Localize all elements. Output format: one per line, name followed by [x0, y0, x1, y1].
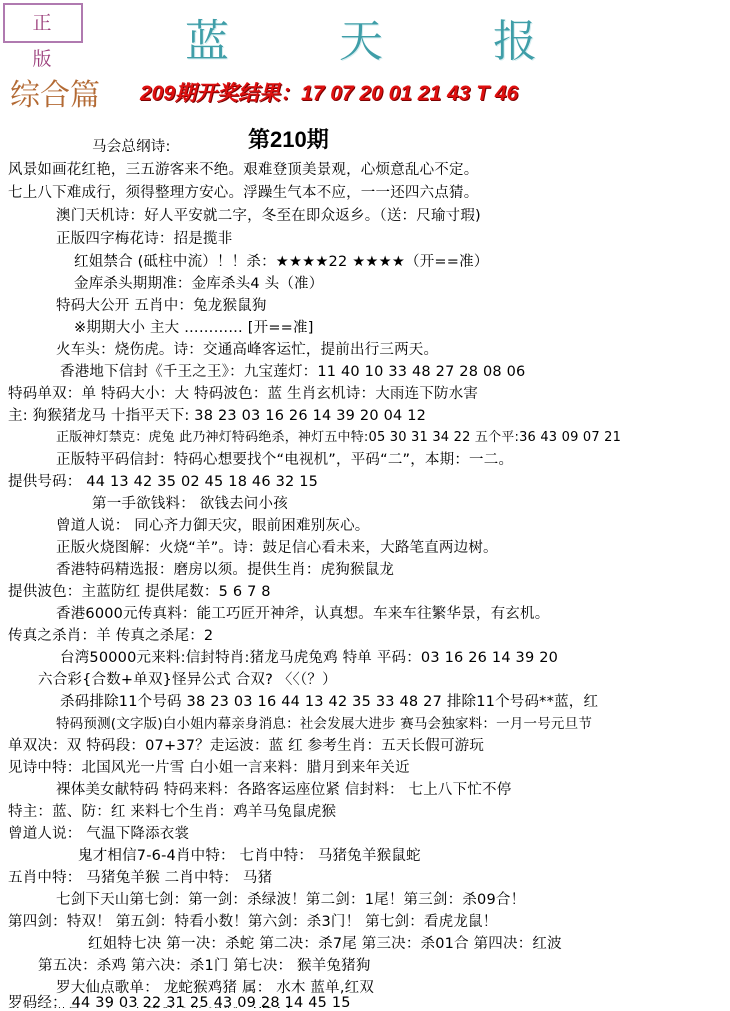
- text-line: 七上八下难成行，须得整理方安心。浮躁生气本不应，一一还四六点猜。: [8, 185, 479, 201]
- text-line: 马会总纲诗:: [92, 139, 171, 155]
- text-line: 传真之杀肖：羊 传真之杀尾：2: [8, 628, 214, 644]
- text-line: 单双决：双 特码段：07+37？走运波：蓝 红 参考生肖：五天长假可游玩: [8, 738, 485, 754]
- masthead-title: 蓝 天 报: [185, 16, 585, 67]
- text-line: 澳门天机诗：好人平安就二字，冬至在即众返乡。（送：尺瑜寸瑕): [56, 208, 481, 224]
- text-line: 提供号码： 44 13 42 35 02 45 18 46 32 15: [8, 474, 319, 490]
- text-line: 正版神灯禁克：虎兔 此乃神灯特码绝杀，神灯五中特:05 30 31 34 22 五个平:36 43 09 07 21: [56, 430, 622, 445]
- authentic-badge: 正 版: [3, 3, 83, 43]
- text-line: 曾道人说： 同心齐力御天灾，眼前困难别灰心。: [56, 518, 370, 534]
- text-line: 正版四字梅花诗：招是揽非: [56, 231, 233, 247]
- text-line: 见诗中特：北国风光一片雪 白小姐一言来料：腊月到来年关近: [8, 760, 410, 776]
- text-line: 火车头：烧伤虎。诗：交通高峰客运忙，提前出行三两天。: [56, 342, 439, 358]
- text-line: 特码大公开 五肖中：兔龙猴鼠狗: [56, 298, 267, 314]
- text-line: 曾道人说： 气温下降添衣裳: [8, 826, 190, 842]
- text-line: 金库杀头期期准：金库杀头4 头（准）: [74, 276, 324, 292]
- text-line: ※期期大小 主大 ………… [开==准]: [74, 320, 314, 336]
- text-line: 罗码经： 44 39 03 22 31 25 43 09 28 14 45 15: [8, 995, 351, 1011]
- period-number: 第210期: [248, 127, 329, 152]
- text-line: 特主：蓝、防：红 来料七个生肖：鸡羊马兔鼠虎猴: [8, 804, 337, 820]
- text-line: 五肖中特： 马猪兔羊猴 二肖中特： 马猪: [8, 870, 273, 886]
- text-line: 红姐特七决 第一决：杀蛇 第二决：杀7尾 第三决：杀01合 第四决：红波: [88, 936, 562, 952]
- text-line: 特码预测(文字版)白小姐内幕亲身消息：社会发展大进步 赛马会独家料：一月一号元旦节: [56, 716, 593, 732]
- text-line: 主: 狗猴猪龙马 十指平天下: 38 23 03 16 26 14 39 20 04 12: [8, 408, 427, 424]
- text-line: 风景如画花红艳，三五游客来不绝。艰难登顶美景观，心烦意乱心不定。: [8, 162, 479, 178]
- text-line: 六合彩{合数+单双}怪异公式 合双? 〈〈（？）: [38, 672, 337, 688]
- section-title: 综合篇: [10, 78, 100, 113]
- draw-result-line: 209期开奖结果：17 07 20 01 21 43 T 46: [140, 82, 519, 105]
- text-line: 七剑下天山第七剑：第一剑：杀绿波！第二剑：1尾！第三剑：杀09合！: [56, 892, 526, 908]
- text-line: 特码单双：单 特码大小：大 特码波色：蓝 生肖玄机诗：大雨连下防水害: [8, 386, 479, 402]
- text-line: 裸体美女献特码 特码来料：各路客运座位紧 信封料： 七上八下忙不停: [56, 782, 512, 798]
- text-line: 罗大仙点歌单： 龙蛇猴鸡猪 属： 水木 蓝单,红双: [56, 980, 375, 996]
- text-line: 正版特平码信封：特码心想要找个“电视机”，平码“二”，本期：一二。: [56, 452, 514, 468]
- text-line: 正版火烧图解：火烧“羊”。诗：鼓足信心看未来，大路笔直两边树。: [56, 540, 498, 556]
- text-line: 第一手欲钱料： 欲钱去问小孩: [92, 496, 288, 512]
- text-line: 香港6000元传真料：能工巧匠开神斧，认真想。车来车往繁华景，有玄机。: [56, 606, 550, 622]
- text-line: 鬼才相信7-6-4肖中特： 七肖中特： 马猪兔羊猴鼠蛇: [78, 848, 421, 864]
- text-line: 香港特码精选报：磨房以须。提供生肖：虎狗猴鼠龙: [56, 562, 395, 578]
- text-line: 提供波色：主蓝防红 提供尾数：5 6 7 8: [8, 584, 271, 600]
- text-line: 红姐禁合 (砥柱中流）！！杀：★★★★22 ★★★★（开==准）: [74, 254, 489, 270]
- text-line: 香港地下信封《千王之王》：九宝莲灯：11 40 10 33 48 27 28 08 06: [60, 364, 526, 380]
- text-line: 第五决：杀鸡 第六决：杀1门 第七决： 猴羊兔猪狗: [38, 958, 371, 974]
- text-line: 台湾50000元来料:信封特肖:猪龙马虎兔鸡 特单 平码：03 16 26 14 39 20: [60, 650, 559, 666]
- text-line: 第四剑：特双！ 第五剑：特看小数！第六剑：杀3门！ 第七剑：看虎龙鼠！: [8, 914, 498, 930]
- text-line: 杀码排除11个号码 38 23 03 16 44 13 42 35 33 48 27 排除11个号码**蓝，红: [60, 694, 599, 710]
